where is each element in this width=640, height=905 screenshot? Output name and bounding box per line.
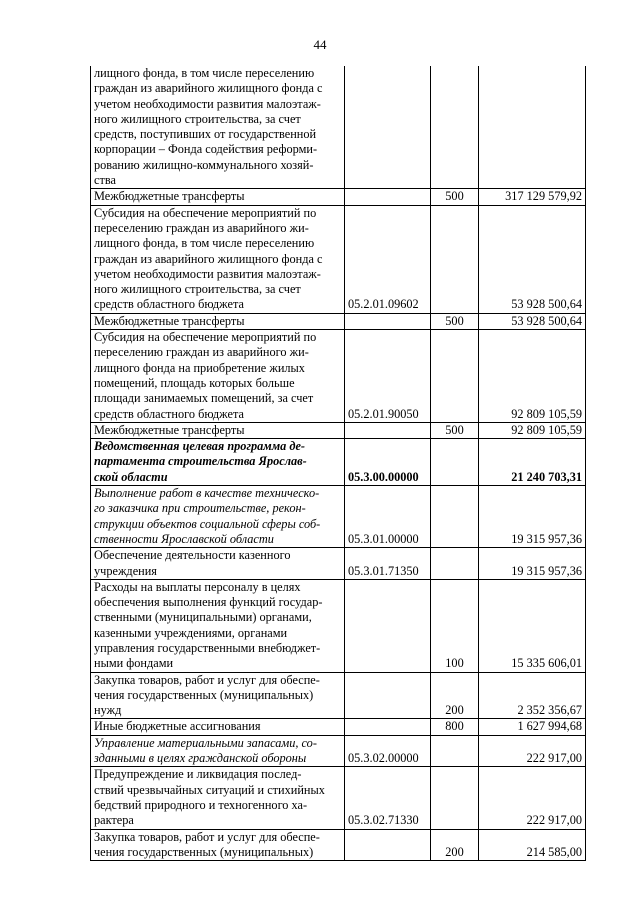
budget-table-body <box>91 66 586 861</box>
row-code-cell: 05.3.02.71330 <box>345 767 431 829</box>
row-code-cell <box>345 313 431 329</box>
row-code-cell <box>345 829 431 861</box>
table-row <box>91 313 586 329</box>
table-row <box>91 719 586 735</box>
row-name-cell: Управление материальными запасами, со- зданными в целях гражданской обороны <box>91 735 345 767</box>
row-code-cell <box>345 672 431 719</box>
row-name-cell: Межбюджетные трансферты <box>91 313 345 329</box>
row-name-cell: Выполнение работ в качестве техническо- го заказчика при строительстве, рекон- струкции объектов социальной сферы соб- ственности Ярославской области <box>91 486 345 548</box>
row-expense-type-cell <box>431 548 479 580</box>
row-name-cell: лищного фонда, в том числе переселению граждан из аварийного жилищного фонда с учетом необходимости развития малоэтаж- ного жилищного строительства, за счет средств, поступивших от государственной корпорации – Фонда содействия реформи- рованию жилищно-коммунального хозяй- ства <box>91 66 345 189</box>
table-row <box>91 66 586 189</box>
table-row <box>91 767 586 829</box>
row-expense-type-cell: 500 <box>431 422 479 438</box>
row-code-cell <box>345 422 431 438</box>
row-amount-cell: 2 352 356,67 <box>479 672 586 719</box>
table-row <box>91 829 586 861</box>
row-expense-type-cell <box>431 66 479 189</box>
table-row <box>91 439 586 486</box>
row-name-cell: Межбюджетные трансферты <box>91 422 345 438</box>
row-code-cell: 05.3.01.71350 <box>345 548 431 580</box>
row-code-cell: 05.2.01.90050 <box>345 330 431 423</box>
row-code-cell <box>345 66 431 189</box>
row-code-cell <box>345 719 431 735</box>
row-name-cell: Закупка товаров, работ и услуг для обеспе- чения государственных (муниципальных) нужд <box>91 672 345 719</box>
row-name-cell: Иные бюджетные ассигнования <box>91 719 345 735</box>
row-amount-cell <box>479 66 586 189</box>
row-amount-cell: 92 809 105,59 <box>479 330 586 423</box>
table-row <box>91 672 586 719</box>
row-code-cell: 05.3.00.00000 <box>345 439 431 486</box>
row-expense-type-cell <box>431 439 479 486</box>
row-expense-type-cell: 200 <box>431 829 479 861</box>
row-name-cell: Субсидия на обеспечение мероприятий по переселению граждан из аварийного жи- лищного фонда, в том числе переселению граждан из аварийного жилищного фонда с учетом необходимости развития малоэтаж- ного жилищного строительства, за счет средств областного бюджета <box>91 205 345 313</box>
row-name-cell: Межбюджетные трансферты <box>91 189 345 205</box>
table-row <box>91 189 586 205</box>
row-name-cell: Закупка товаров, работ и услуг для обеспе- чения государственных (муниципальных) <box>91 829 345 861</box>
table-row <box>91 579 586 672</box>
page-number: 44 <box>313 37 327 52</box>
row-code-cell <box>345 579 431 672</box>
row-expense-type-cell <box>431 735 479 767</box>
row-name-cell: Расходы на выплаты персоналу в целях обеспечения выполнения функций государ- ственными (муниципальными) органами, казенными учреждениями, органами управления государственными внебюджет- ными фондами <box>91 579 345 672</box>
row-code-cell: 05.3.01.00000 <box>345 486 431 548</box>
row-amount-cell: 317 129 579,92 <box>479 189 586 205</box>
row-expense-type-cell <box>431 330 479 423</box>
row-name-cell: Обеспечение деятельности казенного учреждения <box>91 548 345 580</box>
row-code-cell: 05.3.02.00000 <box>345 735 431 767</box>
row-expense-type-cell <box>431 767 479 829</box>
table-row <box>91 205 586 313</box>
row-name-cell: Субсидия на обеспечение мероприятий по переселению граждан из аварийного жи- лищного фонда на приобретение жилых помещений, площадь которых больше площади занимаемых помещений, за счет средств областного бюджета <box>91 330 345 423</box>
row-amount-cell: 53 928 500,64 <box>479 313 586 329</box>
budget-table <box>90 66 586 861</box>
row-amount-cell: 21 240 703,31 <box>479 439 586 486</box>
table-row <box>91 330 586 423</box>
row-code-cell: 05.2.01.09602 <box>345 205 431 313</box>
row-name-cell: Предупреждение и ликвидация послед- ствий чрезвычайных ситуаций и стихийных бедствий природного и техногенного ха- рактера <box>91 767 345 829</box>
row-amount-cell: 15 335 606,01 <box>479 579 586 672</box>
row-expense-type-cell: 500 <box>431 313 479 329</box>
row-expense-type-cell: 800 <box>431 719 479 735</box>
table-row <box>91 548 586 580</box>
row-amount-cell: 222 917,00 <box>479 735 586 767</box>
row-amount-cell: 214 585,00 <box>479 829 586 861</box>
table-row <box>91 422 586 438</box>
row-expense-type-cell: 200 <box>431 672 479 719</box>
row-expense-type-cell: 100 <box>431 579 479 672</box>
row-amount-cell: 92 809 105,59 <box>479 422 586 438</box>
row-amount-cell: 1 627 994,68 <box>479 719 586 735</box>
table-row <box>91 735 586 767</box>
row-expense-type-cell <box>431 205 479 313</box>
row-expense-type-cell <box>431 486 479 548</box>
row-name-cell: Ведомственная целевая программа де- партамента строительства Ярослав- ской области <box>91 439 345 486</box>
row-code-cell <box>345 189 431 205</box>
table-row <box>91 486 586 548</box>
row-amount-cell: 53 928 500,64 <box>479 205 586 313</box>
row-expense-type-cell: 500 <box>431 189 479 205</box>
row-amount-cell: 19 315 957,36 <box>479 548 586 580</box>
row-amount-cell: 19 315 957,36 <box>479 486 586 548</box>
row-amount-cell: 222 917,00 <box>479 767 586 829</box>
